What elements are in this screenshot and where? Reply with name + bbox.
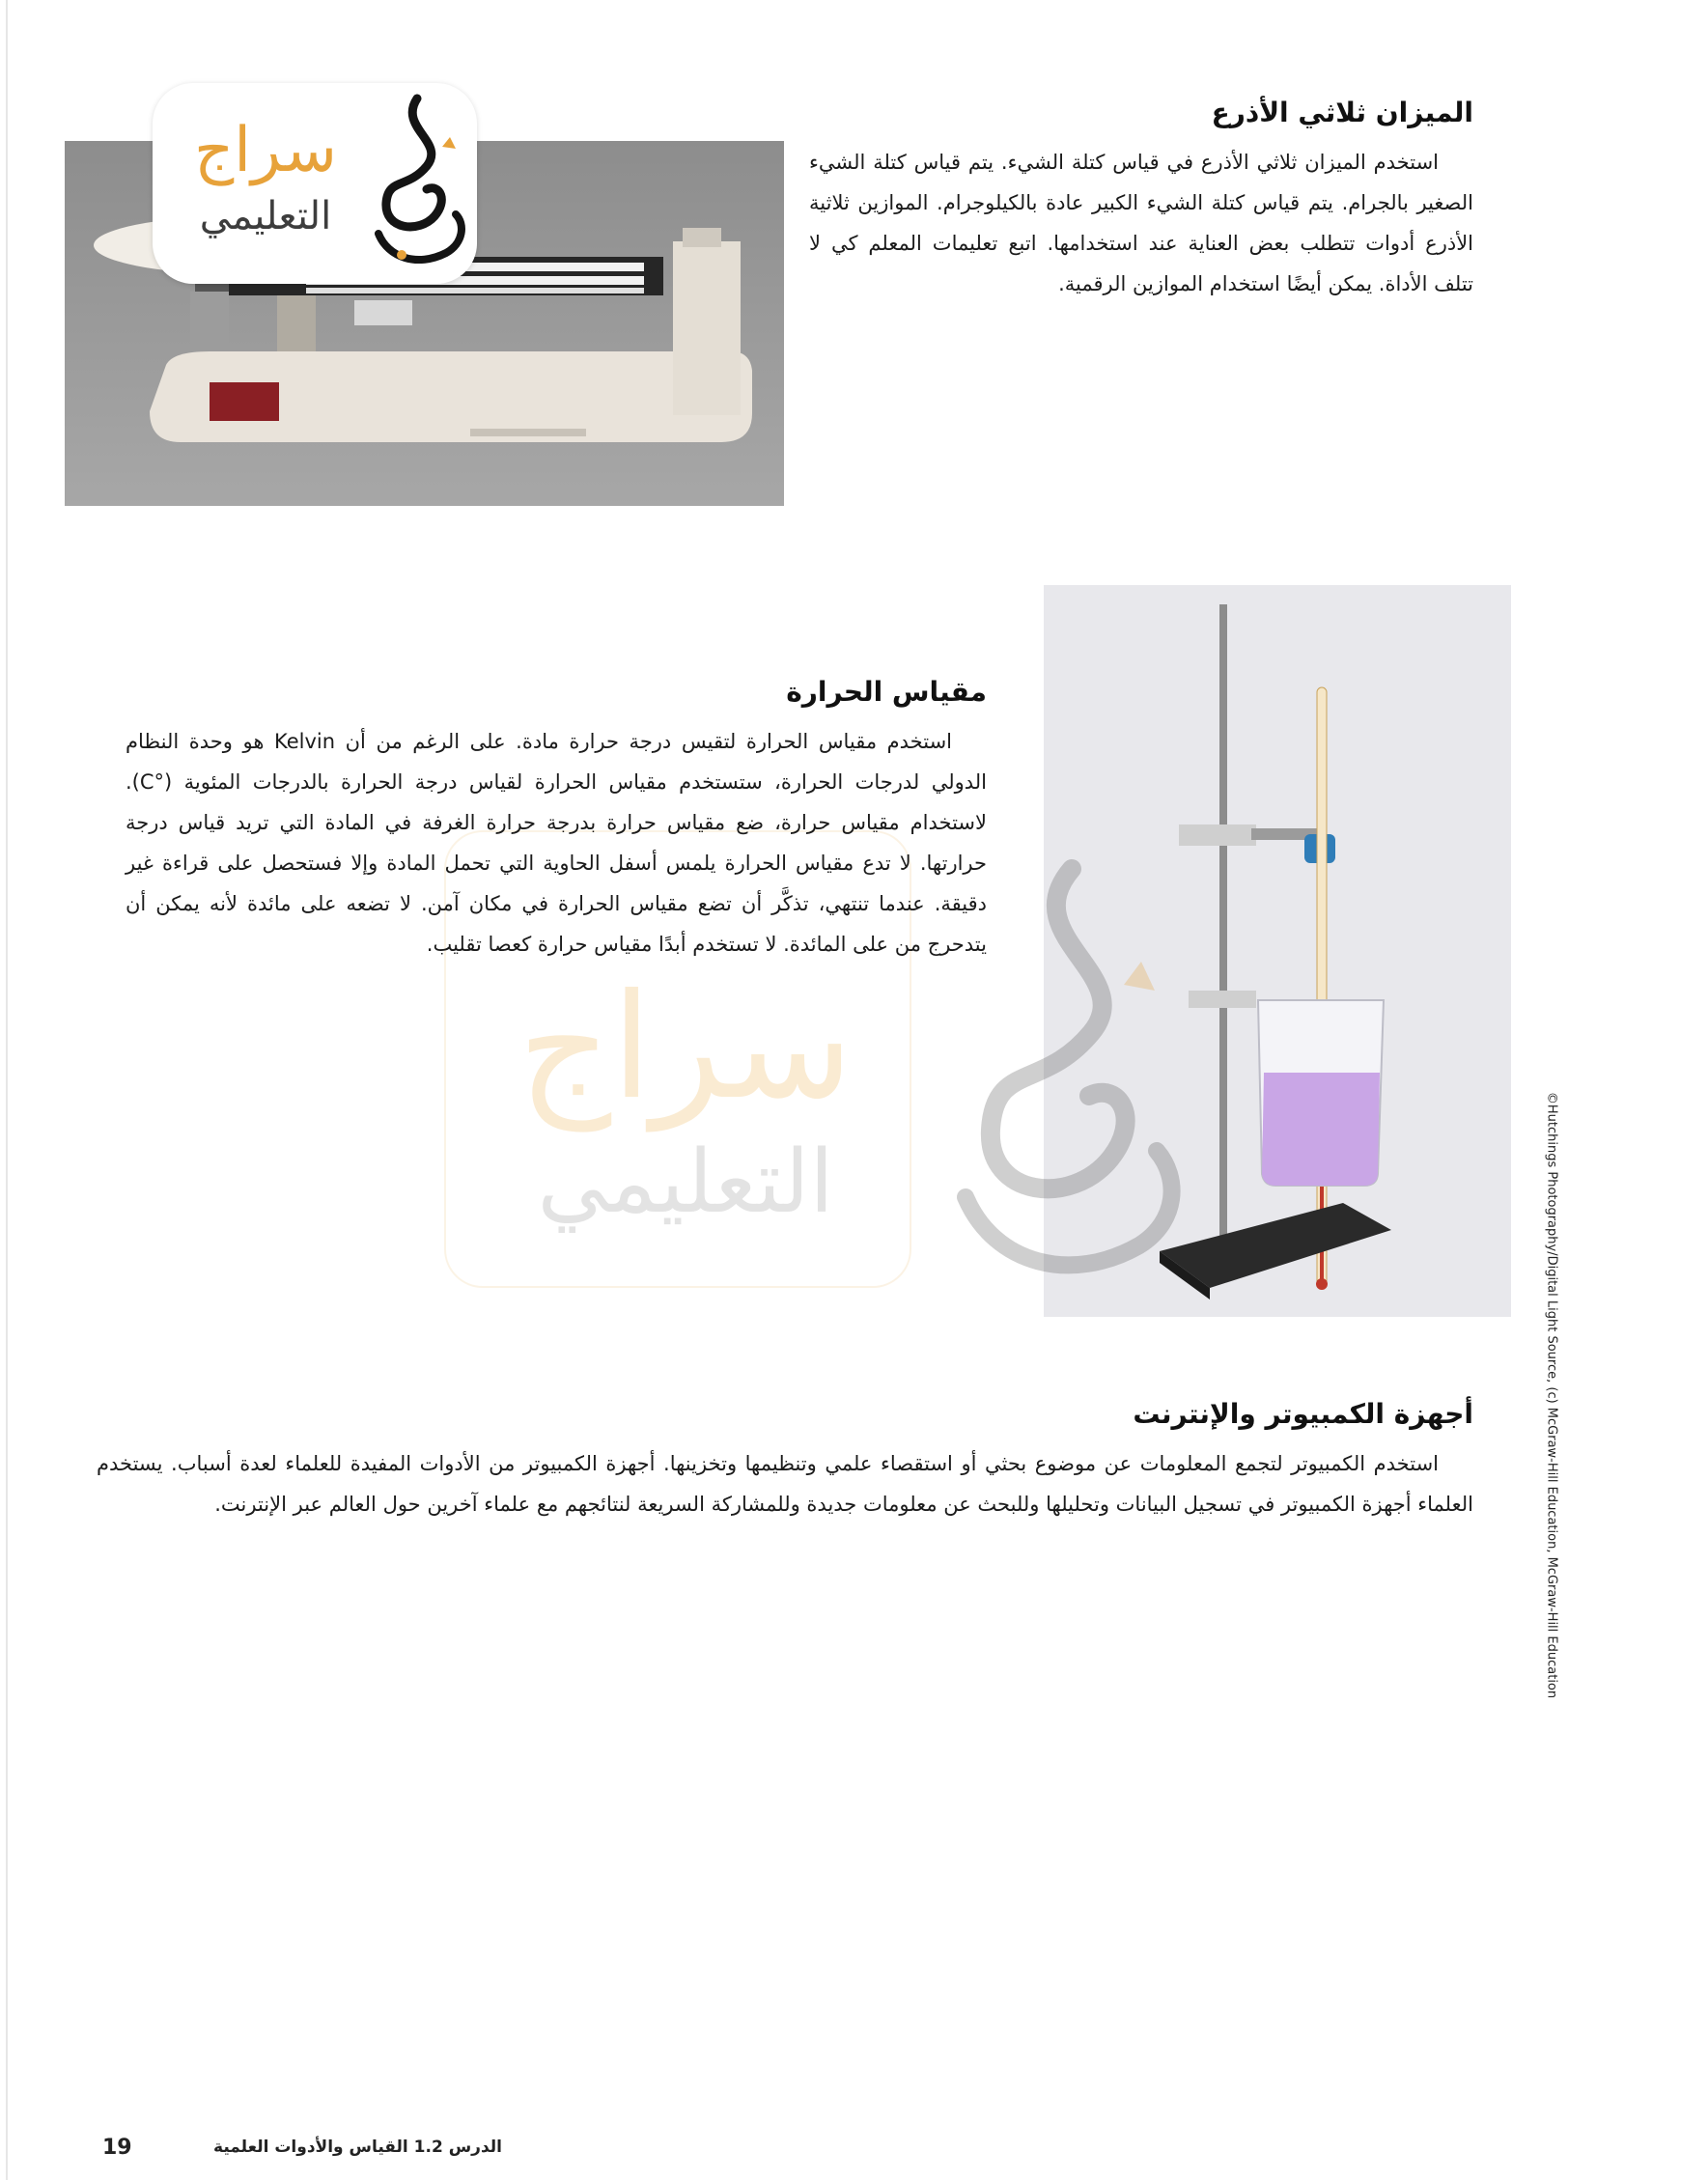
logo-word-siraj: سراج — [193, 115, 338, 186]
balance-section — [809, 97, 1473, 304]
page-number: 19 — [102, 2136, 132, 2160]
calligraphy-logo-icon — [359, 89, 473, 278]
thermometer-heading: مقياس الحرارة — [786, 676, 987, 708]
computers-heading: أجهزة الكمبيوتر والإنترنت — [1133, 1398, 1473, 1430]
siraj-logo-badge — [153, 83, 477, 284]
balance-heading: الميزان ثلاثي الأذرع — [1211, 97, 1473, 128]
thermometer-section — [126, 676, 987, 964]
computers-section — [97, 1398, 1473, 1524]
logo-word-educational: التعليمي — [199, 194, 332, 238]
computers-paragraph: استخدم الكمبيوتر لتجمع المعلومات عن موضوع بحثي أو استقصاء علمي وتنظيمها وتخزينها. أجهزة الكمبيوتر من الأدوات المفيدة للعلماء لعدة أسباب. يستخدم العلماء أجهزة الكمبيوتر في تسجيل البيانات وتحليلها وللبحث عن معلومات جديدة وللمشاركة السريعة لنتائجهم مع علماء آخرين حول العالم عبر الإنترنت. — [97, 1452, 1473, 1516]
lesson-label: الدرس 1.2 القياس والأدوات العلمية — [213, 2138, 502, 2157]
balance-paragraph: استخدم الميزان ثلاثي الأذرع في قياس كتلة الشيء. يتم قياس كتلة الشيء الصغير بالجرام. يتم قياس كتلة الشيء الكبير عادة بالكيلوجرام. الموازين ثلاثية الأذرع أدوات تتطلب بعض العناية عند استخدامها. اتبع تعليمات المعلم كي لا تتلف الأداة. يمكن أيضًا استخدام الموازين الرقمية. — [809, 151, 1473, 295]
watermark-word-siraj: سراج — [518, 964, 854, 1132]
thermometer-paragraph: استخدم مقياس الحرارة لتقيس درجة حرارة مادة. على الرغم من أن Kelvin هو وحدة النظام الدولي لدرجات الحرارة، ستستخدم مقياس الحرارة لقياس درجة الحرارة بالدرجات المئوية (°C). لاستخدام مقياس حرارة، ضع مقياس حرارة بدرجة حرارة الغرفة في المادة التي تريد قياس درجة حرارتها. لا تدع مقياس الحرارة يلمس أسفل الحاوية التي تحمل المادة وإلا فستحصل على قراءة غير دقيقة. عندما تنتهي، تذكَّر أن تضع مقياس الحرارة في مكان آمن. لا تضعه على مائدة لأنه يمكن أن يتدحرج من على المائدة. لا تستخدم أبدًا مقياس حرارة كعصا تقليب. — [126, 730, 987, 956]
thermometer-stand-photo — [1044, 585, 1511, 1317]
watermark-word-educational: التعليمي — [537, 1132, 834, 1233]
photo-credit-text: ©Hutchings Photography/Digital Light Source, (c) McGraw-Hill Education, McGraw-Hill Education — [1544, 1091, 1559, 1699]
photo-credit — [1537, 898, 1566, 1892]
page-edge-rule — [6, 0, 8, 2180]
